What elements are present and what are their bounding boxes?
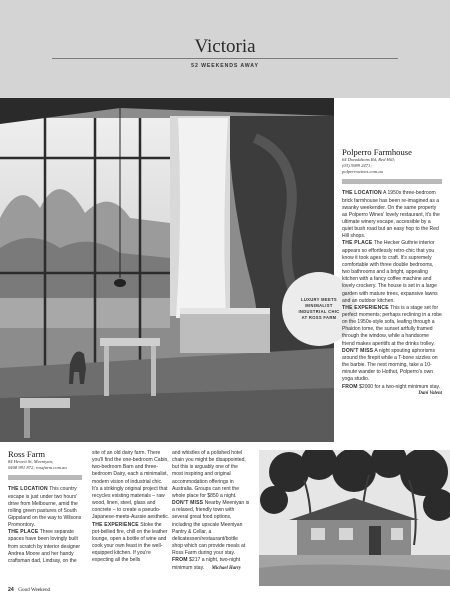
polperro-address-website: polperrowines.com.au — [342, 169, 383, 175]
ross-dontmiss-text: Nearby Meeniyan is a relaxed, friendly town with several great food options, including the upscale Meeniyan Pantry & Cellar, a delicatessen/restaurant/bottle shop which can provide meals at Ross Farm during your stay. — [172, 500, 250, 557]
polperro-title: Polperro Farmhouse — [342, 147, 412, 157]
polperro-article — [342, 148, 442, 398]
ross-farm-interior-photo — [0, 98, 334, 442]
ross-location-label: THE LOCATION — [8, 486, 48, 493]
polperro-dontmiss-text: A night spouting aphorisms around the firepit while a T-bone sizzles on the barbie. The next morning, take a 10-minute wander to Hothut, Polperro's own yoga studio. — [342, 347, 438, 383]
ross-experience-text: Stoke the pot-bellied fire, chill on the leather lounge, open a bottle of wine and cook your own feast in the well-equipped kitchen. If you're expecting all the bells — [92, 521, 168, 564]
ross-divider-bar — [8, 475, 82, 480]
page-footer — [8, 587, 50, 593]
ross-column-1 — [8, 450, 82, 565]
polperro-address-street: 64 Donaldsons Rd, Red Hill; — [342, 157, 396, 163]
ross-place-label: THE PLACE — [8, 529, 39, 536]
ross-author: Michael Harry — [211, 565, 242, 571]
ross-from-text: $217 a night, two-night minimum stay. — [172, 557, 241, 571]
ross-place-text: Three separate spaces have been lovingly built from scratch by interior designer Andrea Moore and her handy craftsman dad, Lindsay, on the — [8, 529, 81, 564]
section-title: Victoria — [194, 36, 256, 57]
polperro-from-text: $2000 for a two-night minimum stay. — [359, 383, 441, 390]
polperro-dontmiss-label: DON'T MISS — [342, 347, 374, 354]
ross-place-text-cont: site of an old dairy farm. There you'll find the one-bedroom Cabin, two-bedroom Barn and three-bedroom Dairy, each a minimalist, modern vision of industrial chic. It's a strikingly original project that recycles existing materials – raw wood, linen, steel, glass and concrete – to create a pseudo-Japanese-meets-Aussie aesthetic. — [92, 450, 170, 521]
ross-body-2 — [92, 450, 170, 565]
ross-location-text: This country escape is just under two hours' drive from Melbourne, amid the rolling green pastures of South Gippsland on the way to Wilsons Promontory. — [8, 486, 82, 529]
polperro-author: Dani Valent — [418, 390, 442, 396]
polperro-experience-label: THE EXPERIENCE — [342, 304, 389, 311]
section-subtitle: 52 WEEKENDS AWAY — [191, 63, 259, 69]
header-band — [0, 0, 450, 98]
ross-from-label: FROM — [172, 557, 188, 564]
polperro-place-text: The Hecker Guthrie interior appears so effortlessly retro-chic that you know it took ages to craft. It's supremely comfortable with three double bedrooms, two bathrooms and a bright, appealing kitchen with a fancy coffee machine and lovely crockery. The house is set in a large garden with mature trees, expansive lawns and an outdoor kitchen. — [342, 240, 438, 304]
polperro-address — [342, 157, 442, 175]
polperro-location-text: A 1950s three-bedroom brick farmhouse has been re-imagined as a swanky weekender. On the same property as Polperro Wines' lovely restaurant, it's the ultimate winery escape, accessible by a quiet bush road but an easy hop to the Red Hill shops. — [342, 190, 440, 240]
polperro-farmhouse-photo — [259, 450, 450, 586]
polperro-from-label: FROM — [342, 383, 358, 390]
ross-dontmiss-label: DON'T MISS — [172, 500, 204, 507]
polperro-location-label: THE LOCATION — [342, 190, 382, 197]
ross-experience-text-cont: and whistles of a polished hotel chain you might be disappointed, but this is arguably one of the most inspiring and original accommodation offerings in Australia. Groups can rent the whole place for $850 a night. — [172, 450, 246, 499]
polperro-experience-text: This is a stage set for perfect moments; perhaps reclining in a robe on the 1950s-style sofa, leafing through a Phaidon tome, the sunset artfully framed through the window, while a handsome friend makes aperitifs at the drinks trolley. — [342, 304, 442, 347]
polperro-address-phone: (03) 5989 2471; — [342, 163, 372, 169]
ross-body-3 — [172, 450, 250, 572]
polperro-place-label: THE PLACE — [342, 240, 373, 247]
ross-column-2 — [92, 450, 170, 565]
ross-title: Ross Farm — [8, 449, 46, 459]
ross-column-3 — [172, 450, 250, 572]
ross-experience-label: THE EXPERIENCE — [92, 521, 139, 528]
ross-address-contact: 0408 991 872; rossfarm.com.au — [8, 465, 67, 471]
ross-address-street: 84 Hewett St, Meeniyan; — [8, 459, 54, 465]
magazine-name: Good Weekend — [18, 587, 51, 593]
pull-quote-text: LUXURY MEETS MINIMALIST INDUSTRIAL CHIC AT ROSS FARM — [298, 296, 340, 321]
page-number: 24 — [8, 587, 14, 593]
polperro-body — [342, 190, 442, 397]
polperro-divider-bar — [342, 179, 442, 184]
header-rule — [52, 58, 398, 59]
ross-body-1 — [8, 486, 82, 565]
ross-address — [8, 459, 82, 471]
